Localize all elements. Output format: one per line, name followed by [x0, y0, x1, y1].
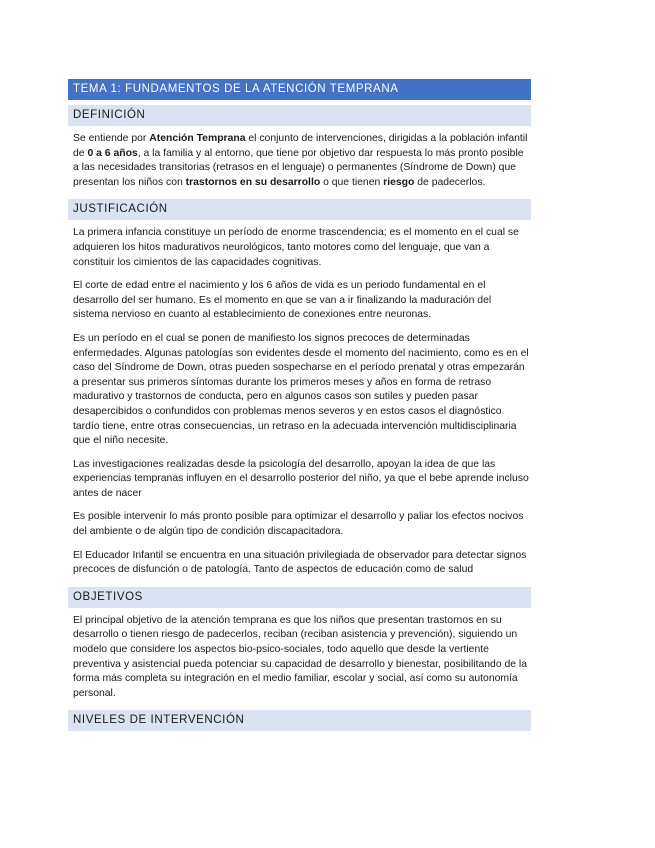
objetivos-paragraph: El principal objetivo de la atención temprana es que los niños que presentan trastornos en su desarrollo o tienen riesgo de padecerlos, reciban (reciban asistencia y prevención), siguiendo un modelo que considere los aspectos bio-psico-sociales, todo aquello que desde la vertiente preventiva y asistencial pueda potenciar su capacidad de desarrollo y bienestar, posibilitando de la forma más completa su integración en el medio familiar, escolar y social, así como su autonomía personal. [73, 614, 528, 699]
definicion-paragraph: Se entiende por Atención Temprana el conjunto de intervenciones, dirigidas a la población infantil de 0 a 6 años, a la familia y al entorno, que tiene por objetivo dar respuesta lo más pronto posible a las necesidades transitorias (retrasos en el lenguaje) o permanentes (Síndrome de Down) que presentan los niños con trastornos en su desarrollo o que tienen riesgo de padecerlos. [73, 133, 528, 188]
justificacion-paragraph-2: El corte de edad entre el nacimiento y los 6 años de vida es un periodo fundamental en el desarrollo del ser humano. Es el momento en que se van a ir finalizando la maduración del sistema nervioso en cuanto al establecimiento de conexiones entre neuronas. [73, 280, 492, 321]
justificacion-paragraph-6: El Educador Infantil se encuentra en una situación privilegiada de observador para detectar signos precoces de disfunción o de patología. Tanto de aspectos de educación como de salud [73, 549, 527, 576]
document-title: TEMA 1: FUNDAMENTOS DE LA ATENCIÓN TEMPRANA [68, 79, 531, 100]
section-heading-niveles: NIVELES DE INTERVENCIÓN [68, 710, 531, 731]
justificacion-paragraph-5: Es posible intervenir lo más pronto posible para optimizar el desarrollo y paliar los efectos nocivos del ambiente o de algún tipo de condición discapacitadora. [73, 511, 524, 538]
justificacion-paragraph-4: Las investigaciones realizadas desde la psicología del desarrollo, apoyan la idea de que las experiencias tempranas influyen en el desarrollo posterior del niño, ya que el bebe aprende incluso antes de nacer [73, 458, 529, 499]
section-heading-objetivos: OBJETIVOS [68, 587, 531, 608]
section-heading-definicion: DEFINICIÓN [68, 105, 531, 126]
justificacion-paragraph-3: Es un período en el cual se ponen de manifiesto los signos precoces de determinadas enfermedades. Algunas patologías son evidentes desde el momento del nacimiento, como es en el caso del Síndrome de Down, otras pueden sospecharse en el período prenatal y otras empezarán a presentar sus primeros síntomas durante los primeros meses y años en forma de retraso madurativo y trastornos de conducta, pero en algunos casos son sutiles y pueden pasar desapercibidos o confundidos con problemas menos severos y en estos casos el diagnóstico tardío tiene, entre otras consecuencias, un retraso en la adecuada intervención multidisciplinaria que el niño necesite. [73, 332, 529, 447]
section-heading-justificacion: JUSTIFICACIÓN [68, 199, 531, 220]
justificacion-paragraph-1: La primera infancia constituye un período de enorme trascendencia; es el momento en el cual se adquieren los hitos madurativos neurológicos, tanto motores como del lenguaje, que van a constituir los cimientos de las capacidades cognitivas. [73, 227, 519, 268]
document-content [68, 79, 531, 737]
